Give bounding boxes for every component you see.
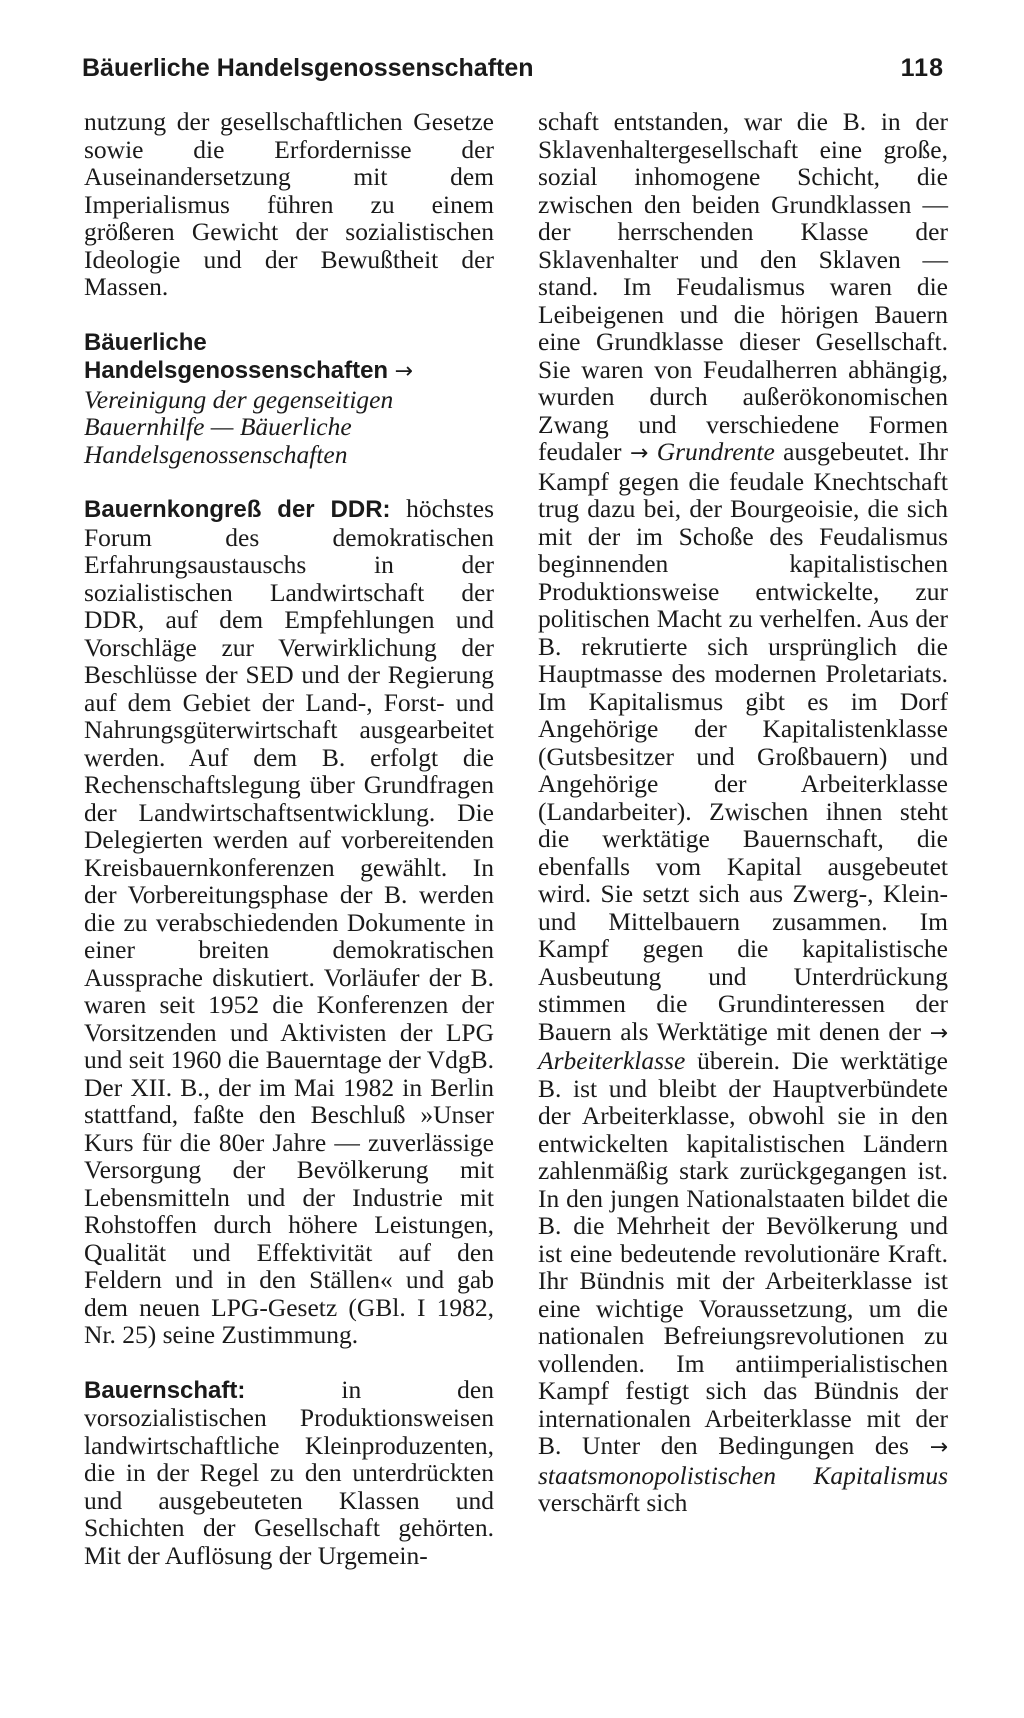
entry-bauernschaft	[84, 1376, 494, 1570]
entry-headword: Bauernschaft:	[84, 1376, 246, 1404]
right-column	[538, 108, 948, 1517]
arrow-right-icon: →	[629, 441, 649, 466]
entry-bauernschaft-continued	[538, 108, 948, 1517]
cross-reference-link[interactable]: Vereinigung der gegenseitigen Bauernhilfe — Bäuerliche Handelsgenossenschaften	[84, 384, 394, 469]
entry-headword: Bauernkongreß der DDR:	[84, 496, 391, 523]
entry-text: überein. Die werktätige B. ist und bleibt der Hauptverbündete der Arbeiterklasse, obwohl sie in den entwickelten kapitalistischen Ländern zahlenmäßig stark zurückgegangen ist. In den jungen Nationalstaaten bildet die B. die Mehrheit der Bevölkerung und ist eine bedeutende revolutionäre Kraft. Ihr Bündnis mit der Arbeiterklasse ist eine wichtige Voraussetzung, um die nationalen Befreiungsrevolutionen zu vollenden. Im antiimperialistischen Kampf festigt sich das Bündnis der internationalen Arbeiterklasse mit der B. Unter den Bedingungen des	[538, 1046, 949, 1460]
running-head-title: Bäuerliche Handelsgenossenschaften	[82, 54, 534, 82]
arrow-right-icon: →	[929, 1020, 948, 1046]
entry-text: schaft entstanden, war die B. in der Sklavenhaltergesellschaft eine große, sozial inhomogene Schicht, die zwischen den beiden Grundklassen — der herrschenden Klasse der Sklavenhalter und den Sklaven — stand. Im Feudalismus waren die Leibeigenen und die hörigen Bauern eine Grundklasse dieser Gesellschaft. Sie waren von Feudalherren abhängig, wurden durch außerökonomischen Zwang und verschiedene Formen feudaler	[538, 107, 948, 466]
cross-reference-link[interactable]: Arbeiterklasse	[538, 1046, 686, 1075]
entry-headword: Bäuerliche Handelsgenossenschaften	[84, 328, 389, 384]
entry-baeuerliche-handelsgenossenschaften	[84, 328, 494, 469]
page-number: 118	[900, 54, 944, 82]
cross-reference-link[interactable]: staatsmonopolistischen Kapitalismus	[538, 1460, 948, 1490]
left-column	[84, 108, 494, 1569]
continued-paragraph: nutzung der gesellschaftlichen Gesetze sowie die Erfordernisse der Auseinandersetzung mit dem Imperialismus führen zu einem größeren Gewicht der sozialistischen Ideologie und der Bewußtheit der Massen.	[84, 107, 494, 301]
arrow-right-icon: →	[394, 359, 413, 384]
entry-bauernkongress	[84, 495, 494, 1349]
cross-reference-link[interactable]: Grundrente	[656, 437, 775, 466]
entry-text: verschärft sich	[538, 1488, 688, 1517]
entry-text: ausgebeutet. Ihr Kampf gegen die feudale Knechtschaft trug dazu bei, der Bourgeoisie, die sich mit der im Schoße des Feudalismus beginnenden kapitalistischen Produktionsweise entwickelte, zur politischen Macht zu verhelfen. Aus der B. rekrutierte sich ursprünglich die Hauptmasse des modernen Proletariats. Im Kapitalismus gibt es im Dorf Angehörige der Kapitalistenklasse (Gutsbesitzer und Großbauern) und Angehörige der Arbeiterklasse (Landarbeiter). Zwischen ihnen steht die werktätige Bauernschaft, die ebenfalls vom Kapital ausgebeutet wird. Sie setzt sich aus Zwerg-, Klein- und Mittelbauern zusammen. Im Kampf gegen die kapitalistische Ausbeutung und Unterdrückung stimmen die Grundinteressen der Bauern als Werktätige mit denen der	[538, 437, 948, 1046]
entry-text: in den vorsozialistischen Produktionsweisen landwirtschaftliche Kleinproduzenten, die in der Regel zu den unterdrückten und ausgebeuteten Klassen und Schichten der Gesellschaft gehörten. Mit der Auflösung der Urgemein-	[84, 1374, 494, 1570]
entry-text: höchstes Forum des demokratischen Erfahrungsaustauschs in der sozialistischen Landwirtschaft der DDR, auf dem Empfehlungen und Vorschläge zur Verwirklichung der Beschlüsse der SED und der Regierung auf dem Gebiet der Land-, Forst- und Nahrungsgüterwirtschaft ausgearbeitet werden. Auf dem B. erfolgt die Rechenschaftslegung über Grundfragen der Landwirtschaftsentwicklung. Die Delegierten werden auf vorbereitenden Kreisbauernkonferenzen gewählt. In der Vorbereitungsphase der B. werden die zu verabschiedenden Dokumente in einer breiten demokratischen Aussprache diskutiert. Vorläufer der B. waren seit 1952 die Konferenzen der Vorsitzenden und Aktivisten der LPG und seit 1960 die Bauerntage der VdgB. Der XII. B., der im Mai 1982 in Berlin stattfand, faßte den Beschluß »Unser Kurs für die 80er Jahre — zuverlässige Versorgung der Bevölkerung mit Lebensmitteln und der Industrie mit Rohstoffen durch höhere Leistungen, Qualität und Effektivität auf den Feldern und in den Ställen« und gab dem neuen LPG-Gesetz (GBl. I 1982, Nr. 25) seine Zustimmung.	[84, 494, 494, 1349]
running-head	[82, 48, 944, 88]
arrow-right-icon: →	[929, 1435, 949, 1460]
